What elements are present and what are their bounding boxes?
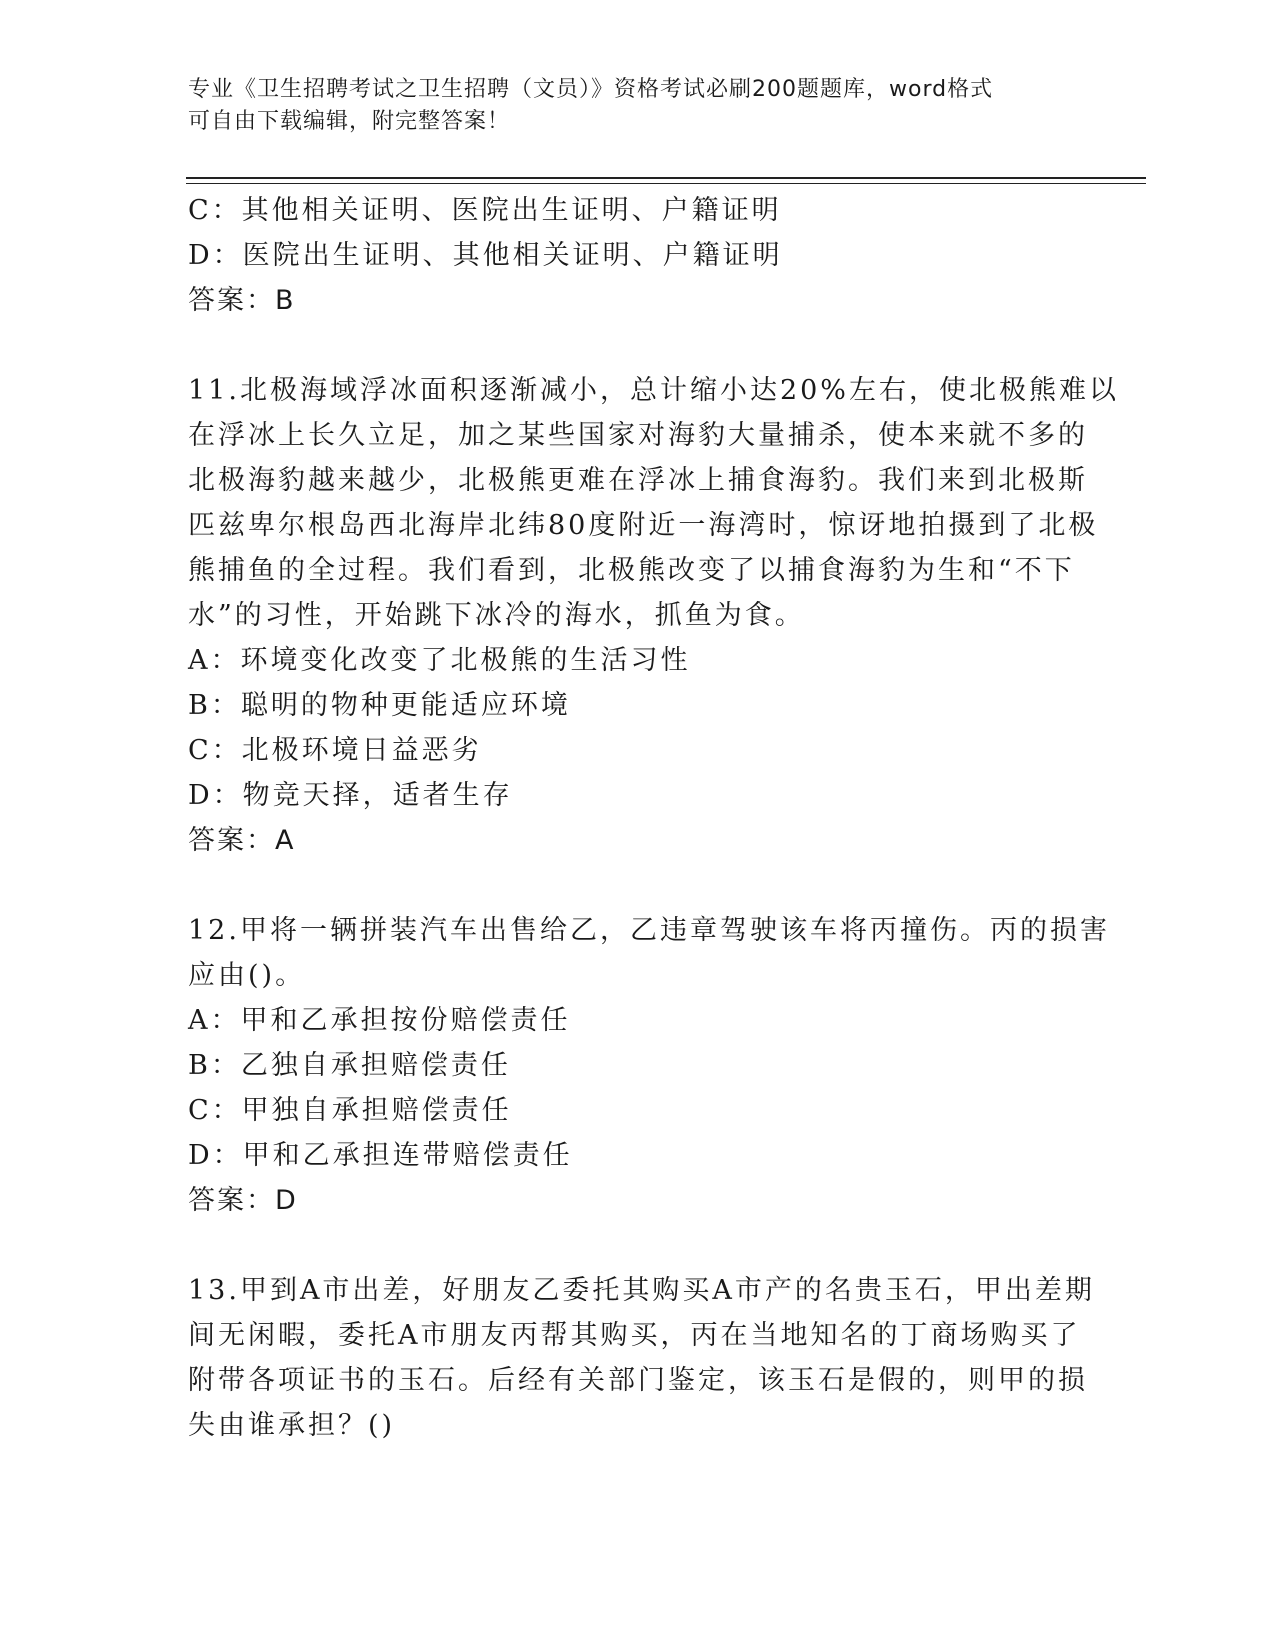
question-stem-line: 应由()。	[188, 960, 306, 991]
header-rule-thin	[186, 183, 1146, 184]
question-stem-line: 11.北极海域浮冰面积逐渐减小，总计缩小达20%左右，使北极熊难以	[188, 375, 1119, 406]
question-stem-line: 失由谁承担？()	[188, 1410, 396, 1441]
spacer	[188, 863, 1068, 908]
question-12	[188, 908, 1110, 1223]
option-c: C：甲独自承担赔偿责任	[188, 1095, 512, 1126]
question-stem-line: 附带各项证书的玉石。后经有关部门鉴定，该玉石是假的，则甲的损	[188, 1365, 1088, 1396]
document-body	[188, 188, 1119, 1448]
spacer	[188, 323, 1068, 368]
question-11	[188, 368, 1119, 863]
option-d: D：医院出生证明、其他相关证明、户籍证明	[188, 240, 783, 271]
spacer	[188, 1223, 1068, 1268]
option-b: B：乙独自承担赔偿责任	[188, 1050, 511, 1081]
header-title-line-1: 专业《卫生招聘考试之卫生招聘（文员）》资格考试必刷200题题库，word格式	[188, 77, 994, 102]
answer-line: 答案：A	[188, 825, 296, 856]
header-title-line-2: 可自由下载编辑，附完整答案！	[188, 109, 511, 134]
question-10-tail	[188, 188, 1068, 323]
question-13	[188, 1268, 1095, 1448]
question-stem-line: 熊捕鱼的全过程。我们看到，北极熊改变了以捕食海豹为生和“不下	[188, 555, 1075, 586]
option-d: D：甲和乙承担连带赔偿责任	[188, 1140, 573, 1171]
document-header	[188, 74, 1068, 138]
header-rule-thick	[186, 177, 1146, 179]
option-b: B：聪明的物种更能适应环境	[188, 690, 571, 721]
question-stem-line: 在浮冰上长久立足，加之某些国家对海豹大量捕杀，使本来就不多的	[188, 420, 1088, 451]
question-stem-line: 匹兹卑尔根岛西北海岸北纬80度附近一海湾时，惊讶地拍摄到了北极	[188, 510, 1099, 541]
option-c: C：其他相关证明、医院出生证明、户籍证明	[188, 195, 782, 226]
question-stem-line: 北极海豹越来越少，北极熊更难在浮冰上捕食海豹。我们来到北极斯	[188, 465, 1088, 496]
answer-line: 答案：D	[188, 1185, 298, 1216]
question-stem-line: 13.甲到A市出差，好朋友乙委托其购买A市产的名贵玉石，甲出差期	[188, 1275, 1095, 1306]
option-d: D：物竞天择，适者生存	[188, 780, 513, 811]
question-stem-line: 水”的习性，开始跳下冰冷的海水，抓鱼为食。	[188, 600, 805, 631]
option-a: A：环境变化改变了北极熊的生活习性	[188, 645, 691, 676]
option-c: C：北极环境日益恶劣	[188, 735, 482, 766]
question-stem-line: 12.甲将一辆拼装汽车出售给乙，乙违章驾驶该车将丙撞伤。丙的损害	[188, 915, 1110, 946]
question-stem-line: 间无闲暇，委托A市朋友丙帮其购买，丙在当地知名的丁商场购买了	[188, 1320, 1081, 1351]
option-a: A：甲和乙承担按份赔偿责任	[188, 1005, 571, 1036]
answer-line: 答案：B	[188, 285, 296, 316]
